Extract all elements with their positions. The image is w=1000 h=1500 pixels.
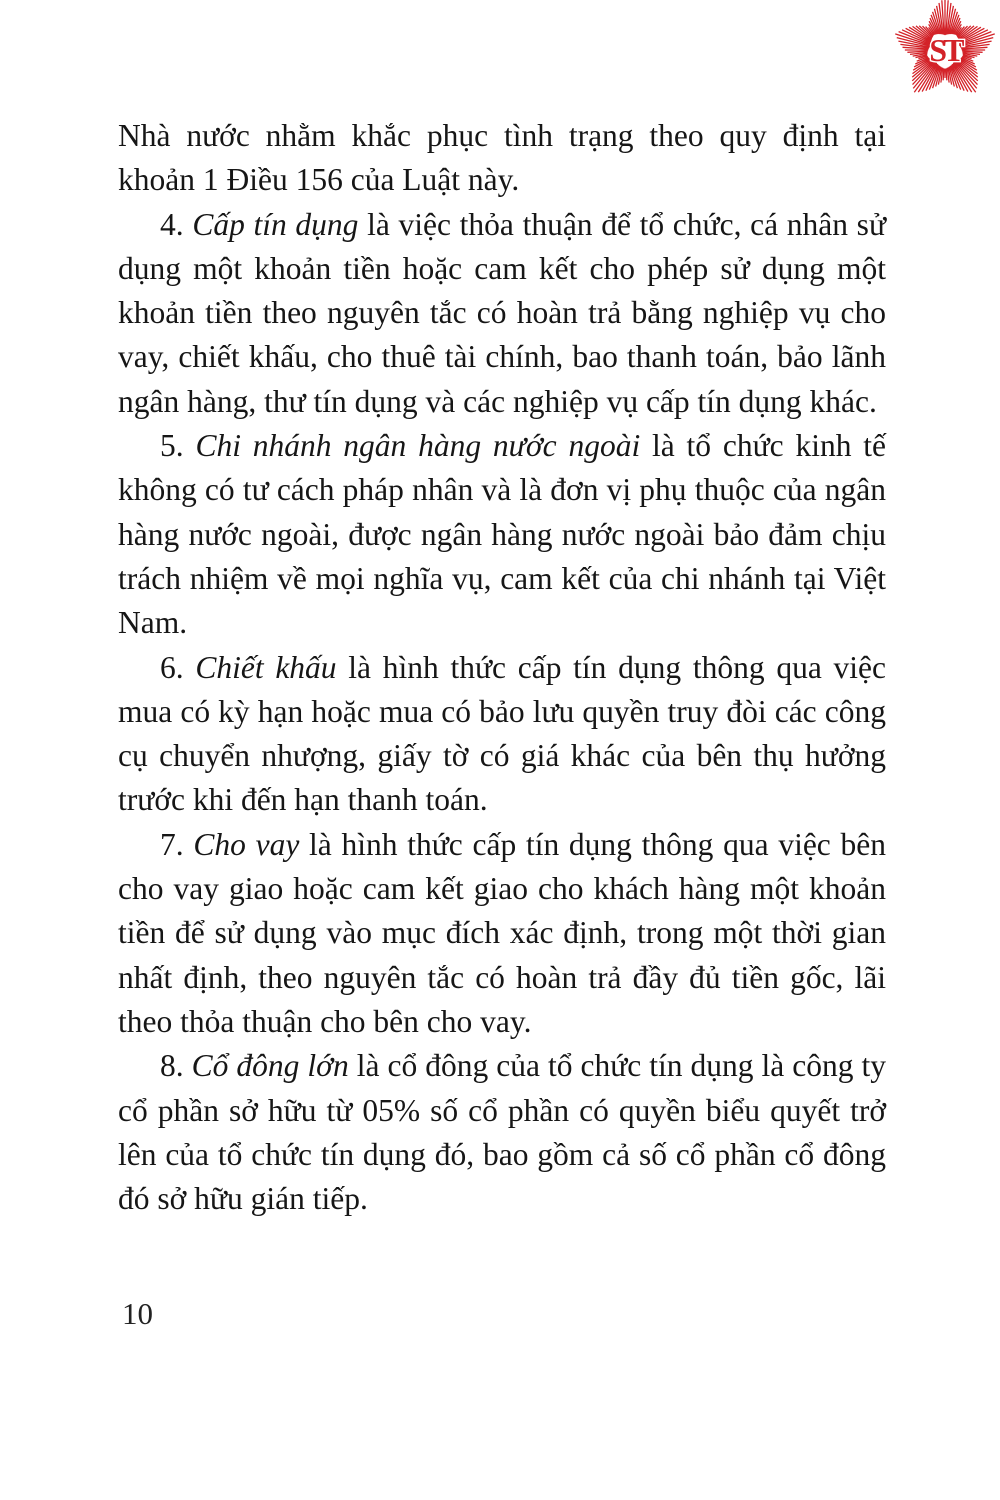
defined-term: Chi nhánh ngân hàng nước ngoài [195, 428, 641, 464]
item-number: 8. [160, 1048, 192, 1084]
defined-term: Cho vay [193, 826, 300, 862]
paragraph-item-5 [118, 424, 886, 645]
publisher-logo [889, 0, 1000, 106]
paragraph-text: là hình thức cấp tín dụng thông qua việc mua có kỳ hạn hoặc mua có bảo lưu quyền truy đòi các công cụ chuyển nhượng, giấy tờ có giá khác của bên thụ hưởng trước khi đến hạn thanh toán. [118, 649, 887, 818]
paragraph-text: là việc thỏa thuận để tổ chức, cá nhân sử dụng một khoản tiền hoặc cam kết cho phép sử dụng một khoản tiền theo nguyên tắc có hoàn trả bằng nghiệp vụ cho vay, chiết khấu, cho thuê tài chính, bao thanh toán, bảo lãnh ngân hàng, thư tín dụng và các nghiệp vụ cấp tín dụng khác. [118, 206, 887, 419]
paragraph-item-8 [118, 1044, 886, 1221]
item-number: 5. [160, 428, 196, 464]
body-text [118, 114, 886, 1221]
paragraph-text: là tổ chức kinh tế không có tư cách pháp nhân và là đơn vị phụ thuộc của ngân hàng nước ngoài, được ngân hàng nước ngoài bảo đảm chịu trách nhiệm về mọi nghĩa vụ, cam kết của chi nhánh tại Việt Nam. [118, 428, 886, 641]
publisher-logo-star-icon [889, 0, 1000, 106]
item-number: 7. [160, 826, 194, 862]
paragraph-item-6 [118, 646, 886, 823]
paragraph-text: là hình thức cấp tín dụng thông qua việc bên cho vay giao hoặc cam kết giao cho khách hàng một khoản tiền để sử dụng vào mục đích xác định, trong một thời gian nhất định, theo nguyên tắc có hoàn trả đầy đủ tiền gốc, lãi theo thỏa thuận cho bên cho vay. [118, 826, 886, 1039]
defined-term: Chiết khấu [195, 649, 337, 685]
defined-term: Cấp tín dụng [192, 206, 359, 242]
logo-monogram: ST [929, 33, 961, 69]
item-number: 6. [160, 649, 196, 685]
item-number: 4. [160, 206, 193, 242]
paragraph-continuation [118, 114, 886, 203]
defined-term: Cổ đông lớn [191, 1048, 349, 1084]
page-number: 10 [122, 1296, 153, 1331]
paragraph-text: Nhà nước nhằm khắc phục tình trạng theo quy định tại khoản 1 Điều 156 của Luật này. [118, 118, 886, 198]
paragraph-text: là cổ đông của tổ chức tín dụng là công ty cổ phần sở hữu từ 05% số cổ phần có quyền biểu quyết trở lên của tổ chức tín dụng đó, bao gồm cả số cổ phần cổ đông đó sở hữu gián tiếp. [118, 1048, 887, 1217]
paragraph-item-4 [118, 203, 886, 424]
paragraph-item-7 [118, 823, 886, 1044]
